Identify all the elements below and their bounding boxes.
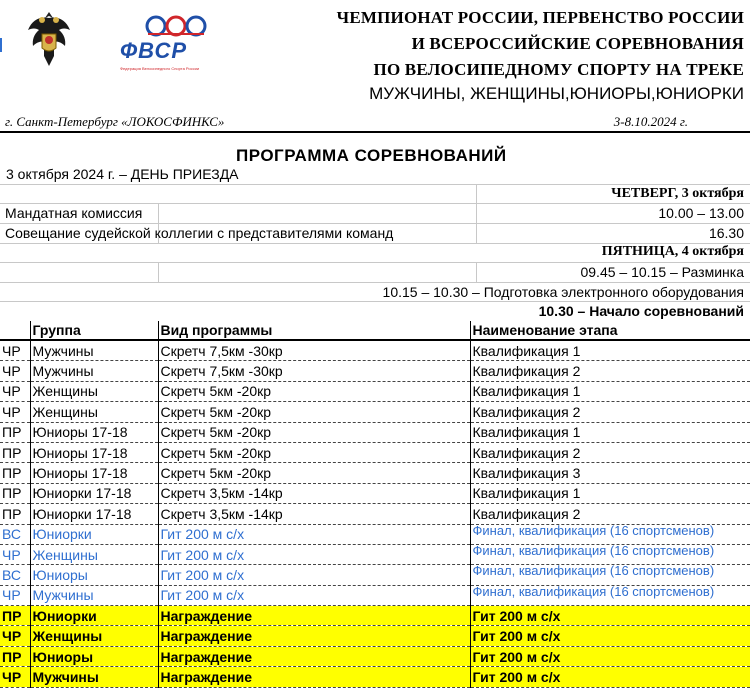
row-stage: Квалификация 1: [470, 381, 750, 401]
start-time: 10.30 – Начало соревнований: [538, 303, 744, 319]
row-group: Юниоры: [30, 646, 158, 666]
row-code: ЧР: [0, 626, 30, 646]
table-row: [0, 626, 750, 646]
row-code: ВС: [0, 524, 30, 544]
row-code: ПР: [0, 463, 30, 483]
table-row: [0, 524, 750, 544]
row-group: Женщины: [30, 544, 158, 564]
row-stage: Гит 200 м с/х: [470, 667, 750, 687]
schedule-table: [0, 321, 750, 688]
row-event: Скретч 5км -20кр: [158, 463, 470, 483]
col-header-code: [0, 321, 30, 340]
header-categories: МУЖЧИНЫ, ЖЕНЩИНЫ,ЮНИОРЫ,ЮНИОРКИ: [369, 84, 744, 103]
row-group: Мужчины: [30, 361, 158, 381]
warmup-time: 09.45 – 10.15 – Разминка: [580, 264, 744, 280]
row-stage: Гит 200 м с/х: [470, 626, 750, 646]
arrival-day: 3 октября 2024 г. – ДЕНЬ ПРИЕЗДА: [6, 166, 239, 182]
day2-label: ПЯТНИЦА, 4 октября: [601, 244, 744, 259]
table-header-row: [0, 321, 750, 340]
logo-text: ФВСР: [120, 38, 188, 63]
header-title-line2: И ВСЕРОССИЙСКИЕ СОРЕВНОВАНИЯ: [411, 34, 744, 53]
table-row: [0, 667, 750, 687]
event-name: Совещание судейской коллегии с представителями команд: [5, 225, 394, 241]
table-row: [0, 463, 750, 483]
row-group: Женщины: [30, 626, 158, 646]
table-row: [0, 340, 750, 361]
table-row: [0, 504, 750, 524]
grid-line: [0, 184, 750, 185]
row-event: Скретч 3,5км -14кр: [158, 504, 470, 524]
header-divider: [0, 131, 750, 133]
row-stage: Квалификация 3: [470, 463, 750, 483]
row-code: ПР: [0, 504, 30, 524]
grid-line: [158, 262, 159, 282]
row-stage: Финал, квалификация (16 спортсменов): [470, 565, 750, 585]
table-row: [0, 565, 750, 585]
header-title-line3: ПО ВЕЛОСИПЕДНОМУ СПОРТУ НА ТРЕКЕ: [373, 60, 744, 79]
row-stage: Квалификация 2: [470, 361, 750, 381]
row-group: Мужчины: [30, 667, 158, 687]
fvsr-logo: [118, 14, 218, 76]
table-row: [0, 381, 750, 401]
row-code: ЧР: [0, 340, 30, 361]
row-event: Скретч 5км -20кр: [158, 442, 470, 462]
row-event: Скретч 5км -20кр: [158, 381, 470, 401]
row-group: Мужчины: [30, 340, 158, 361]
row-event: Скретч 7,5км -30кр: [158, 361, 470, 381]
row-event: Награждение: [158, 646, 470, 666]
row-group: Мужчины: [30, 585, 158, 605]
row-stage: Квалификация 1: [470, 483, 750, 503]
row-group: Юниоры 17-18: [30, 442, 158, 462]
table-row: [0, 585, 750, 605]
row-stage: Квалификация 2: [470, 402, 750, 422]
event-time: 10.00 – 13.00: [658, 205, 744, 221]
row-event: Награждение: [158, 667, 470, 687]
table-row: [0, 483, 750, 503]
row-stage: Квалификация 2: [470, 504, 750, 524]
row-group: Юниорки 17-18: [30, 504, 158, 524]
row-event: Гит 200 м с/х: [158, 565, 470, 585]
row-event: Скретч 7,5км -30кр: [158, 340, 470, 361]
table-row: [0, 442, 750, 462]
dates: 3-8.10.2024 г.: [613, 114, 688, 129]
row-code: ЧР: [0, 361, 30, 381]
row-code: ПР: [0, 606, 30, 626]
row-event: Скретч 3,5км -14кр: [158, 483, 470, 503]
row-code: ПР: [0, 483, 30, 503]
venue: г. Санкт-Петербург «ЛОКОСФИНКС»: [5, 114, 225, 129]
row-event: Скретч 5км -20кр: [158, 422, 470, 442]
row-group: Юниорки: [30, 606, 158, 626]
row-code: ЧР: [0, 544, 30, 564]
row-code: ЧР: [0, 585, 30, 605]
row-group: Женщины: [30, 381, 158, 401]
table-body: [0, 340, 750, 687]
row-event: Гит 200 м с/х: [158, 524, 470, 544]
row-code: ПР: [0, 422, 30, 442]
table-row: [0, 646, 750, 666]
row-stage: Гит 200 м с/х: [470, 646, 750, 666]
table-row: [0, 361, 750, 381]
row-code: ПР: [0, 646, 30, 666]
row-stage: Квалификация 2: [470, 442, 750, 462]
header-title-line1: ЧЕМПИОНАТ РОССИИ, ПЕРВЕНСТВО РОССИИ: [336, 8, 744, 27]
table-row: [0, 606, 750, 626]
table-row: [0, 422, 750, 442]
row-group: Юниорки 17-18: [30, 483, 158, 503]
row-stage: Гит 200 м с/х: [470, 606, 750, 626]
row-code: ПР: [0, 442, 30, 462]
row-code: ЧР: [0, 667, 30, 687]
coat-of-arms-emblem: [24, 8, 74, 70]
program-title: ПРОГРАММА СОРЕВНОВАНИЙ: [236, 146, 507, 165]
row-code: ЧР: [0, 402, 30, 422]
row-group: Юниоры 17-18: [30, 422, 158, 442]
col-header-group: Группа: [30, 321, 158, 340]
day1-label: ЧЕТВЕРГ, 3 октября: [611, 186, 744, 201]
row-event: Скретч 5км -20кр: [158, 402, 470, 422]
row-group: Юниоры 17-18: [30, 463, 158, 483]
row-stage: Финал, квалификация (16 спортсменов): [470, 585, 750, 605]
table-row: [0, 402, 750, 422]
row-code: ВС: [0, 565, 30, 585]
row-code: ЧР: [0, 381, 30, 401]
row-group: Юниоры: [30, 565, 158, 585]
col-header-stage: Наименование этапа: [470, 321, 750, 340]
equipment-prep-time: 10.15 – 10.30 – Подготовка электронного оборудования: [382, 284, 744, 300]
event-time: 16.30: [708, 225, 744, 241]
table-row: [0, 544, 750, 564]
row-stage: Финал, квалификация (16 спортсменов): [470, 544, 750, 564]
row-group: Женщины: [30, 402, 158, 422]
grid-line: [476, 184, 477, 243]
row-group: Юниорки: [30, 524, 158, 544]
edge-marker: [0, 38, 2, 52]
row-event: Награждение: [158, 606, 470, 626]
col-header-event: Вид программы: [158, 321, 470, 340]
row-event: Гит 200 м с/х: [158, 585, 470, 605]
row-stage: Квалификация 1: [470, 340, 750, 361]
logo-caption: Федерация Велосипедного Спорта России: [120, 66, 200, 71]
row-event: Награждение: [158, 626, 470, 646]
row-event: Гит 200 м с/х: [158, 544, 470, 564]
grid-line: [476, 262, 477, 282]
row-stage: Квалификация 1: [470, 422, 750, 442]
row-stage: Финал, квалификация (16 спортсменов): [470, 524, 750, 544]
event-name: Мандатная комиссия: [5, 205, 143, 221]
